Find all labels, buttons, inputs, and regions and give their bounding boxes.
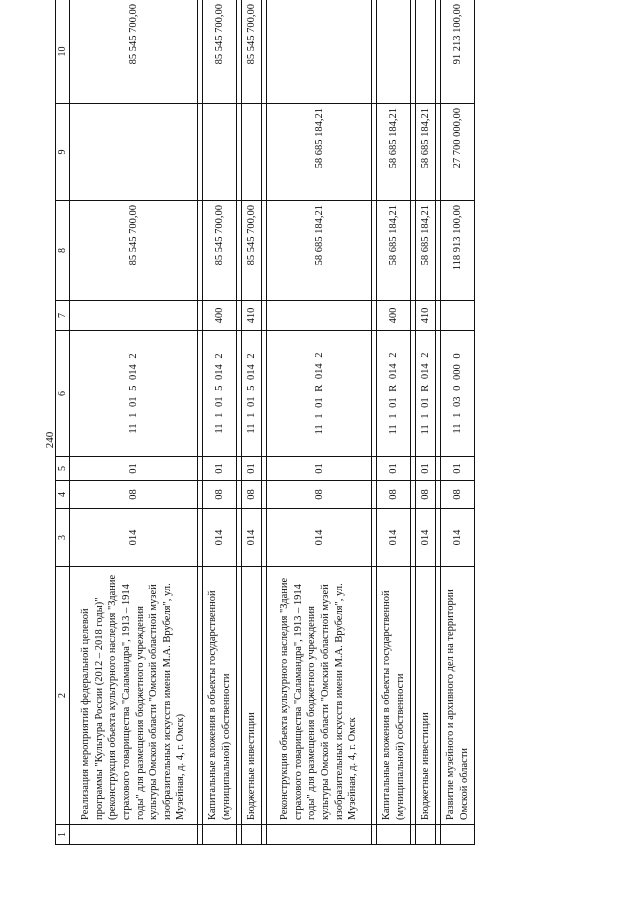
cell-expense-type: [267, 301, 372, 331]
cell-expense-type: [70, 301, 198, 331]
table-row: [416, 0, 436, 845]
cell-subsection: 01: [203, 457, 237, 481]
cell-num: [441, 825, 475, 845]
cell-section: 08: [441, 481, 475, 509]
cell-amount-total: 85 545 700,00: [70, 201, 198, 301]
table-row: [441, 0, 475, 845]
cell-amount-10: 85 545 700,00: [203, 0, 237, 104]
page-number: 240: [44, 431, 56, 449]
cell-section: 08: [70, 481, 198, 509]
col-header-7: 7: [56, 301, 70, 331]
cell-amount-9: [242, 104, 262, 201]
cell-ministry: 014: [203, 509, 237, 567]
cell-section: 08: [242, 481, 262, 509]
cell-num: [377, 825, 411, 845]
cell-num: [203, 825, 237, 845]
cell-name: Капитальные вложения в объекты государственной (муниципальной) собственности: [377, 567, 411, 825]
cell-name: Капитальные вложения в объекты государственной (муниципальной) собственности: [203, 567, 237, 825]
cell-ministry: 014: [242, 509, 262, 567]
cell-amount-9: 58 685 184,21: [267, 104, 372, 201]
cell-name: Реконструкция объекта культурного наследия "Здание страхового товарищества "Саламандра", 1913 – 1914 годы" для размещения бюджетного учреждения культуры Омской области "Омский областной музей изобразительных искусств имени М.А. Врубеля", ул. Музейная, д. 4, г. Омск: [267, 567, 372, 825]
cell-target-code: 11 1 01 R 014 2: [416, 331, 436, 457]
cell-target-code: 11 1 01 5 014 2: [242, 331, 262, 457]
cell-name: Развитие музейного и архивного дел на территории Омской области: [441, 567, 475, 825]
col-header-5: 5: [56, 457, 70, 481]
cell-target-code: 11 1 01 R 014 2: [377, 331, 411, 457]
cell-amount-9: [70, 104, 198, 201]
cell-amount-total: 118 913 100,00: [441, 201, 475, 301]
table-row: [267, 0, 372, 845]
cell-expense-type: 410: [242, 301, 262, 331]
cell-target-code: 11 1 03 0 000 0: [441, 331, 475, 457]
table-row: [203, 0, 237, 845]
cell-num: [242, 825, 262, 845]
cell-amount-total: 58 685 184,21: [377, 201, 411, 301]
table-row: [70, 0, 198, 845]
cell-amount-9: 58 685 184,21: [377, 104, 411, 201]
cell-amount-9: 27 700 000,00: [441, 104, 475, 201]
cell-amount-9: [203, 104, 237, 201]
cell-subsection: 01: [70, 457, 198, 481]
cell-name: Бюджетные инвестиции: [242, 567, 262, 825]
cell-amount-total: 58 685 184,21: [267, 201, 372, 301]
cell-subsection: 01: [242, 457, 262, 481]
cell-subsection: 01: [377, 457, 411, 481]
cell-amount-10: [416, 0, 436, 104]
cell-section: 08: [267, 481, 372, 509]
cell-subsection: 01: [416, 457, 436, 481]
cell-num: [267, 825, 372, 845]
cell-amount-10: [377, 0, 411, 104]
table-row: [377, 0, 411, 845]
cell-expense-type: 410: [416, 301, 436, 331]
cell-target-code: 11 1 01 R 014 2: [267, 331, 372, 457]
cell-name: Бюджетные инвестиции: [416, 567, 436, 825]
cell-amount-10: 85 545 700,00: [242, 0, 262, 104]
cell-amount-10: 91 213 100,00: [441, 0, 475, 104]
col-header-1: 1: [56, 825, 70, 845]
cell-expense-type: [441, 301, 475, 331]
cell-ministry: 014: [267, 509, 372, 567]
cell-ministry: 014: [377, 509, 411, 567]
cell-subsection: 01: [267, 457, 372, 481]
cell-expense-type: 400: [377, 301, 411, 331]
cell-name: Реализация мероприятий федеральной целевой программы "Культура России (2012 – 2018 годы)" (реконструкция объекта культурного наследия "Здание страхового товарищества "Саламандра", 1913 – 1914 годы" для размещения бюджетного учреждения культуры Омской области "Омский областной музей изобразительных искусств имени М.А. Врубеля", ул. Музейная, д. 4, г. Омск): [70, 567, 198, 825]
col-header-10: 10: [56, 0, 70, 104]
col-header-3: 3: [56, 509, 70, 567]
col-header-9: 9: [56, 104, 70, 201]
cell-amount-total: 85 545 700,00: [203, 201, 237, 301]
rotated-table-wrapper: [55, 0, 495, 845]
budget-table: [55, 0, 475, 845]
cell-target-code: 11 1 01 5 014 2: [203, 331, 237, 457]
col-header-8: 8: [56, 201, 70, 301]
cell-amount-total: 58 685 184,21: [416, 201, 436, 301]
cell-ministry: 014: [441, 509, 475, 567]
cell-target-code: 11 1 01 5 014 2: [70, 331, 198, 457]
col-header-6: 6: [56, 331, 70, 457]
cell-expense-type: 400: [203, 301, 237, 331]
cell-ministry: 014: [416, 509, 436, 567]
cell-num: [416, 825, 436, 845]
col-header-4: 4: [56, 481, 70, 509]
header-row: [56, 0, 70, 845]
cell-section: 08: [416, 481, 436, 509]
cell-section: 08: [203, 481, 237, 509]
cell-amount-9: 58 685 184,21: [416, 104, 436, 201]
cell-amount-10: [267, 0, 372, 104]
col-header-2: 2: [56, 567, 70, 825]
cell-section: 08: [377, 481, 411, 509]
cell-amount-10: 85 545 700,00: [70, 0, 198, 104]
cell-ministry: 014: [70, 509, 198, 567]
table-row: [242, 0, 262, 845]
cell-amount-total: 85 545 700,00: [242, 201, 262, 301]
cell-num: [70, 825, 198, 845]
cell-subsection: 01: [441, 457, 475, 481]
